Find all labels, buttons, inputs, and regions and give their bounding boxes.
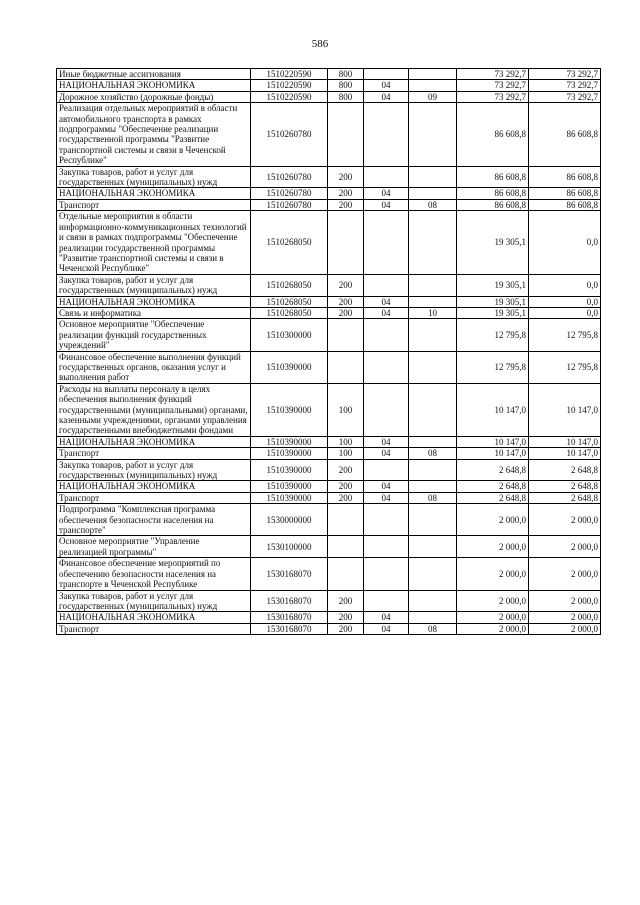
row-name-cell: Закупка товаров, работ и услуг для государственных (муниципальных) нужд <box>57 590 251 612</box>
subsection-cell: 08 <box>409 492 457 503</box>
subsection-cell <box>409 590 457 612</box>
row-name-cell: Транспорт <box>57 448 251 459</box>
amount-year2-cell: 86 608,8 <box>529 166 601 188</box>
table-row <box>57 80 601 91</box>
target-article-cell: 1510390000 <box>251 448 328 459</box>
table-row <box>57 481 601 492</box>
amount-year2-cell: 10 147,0 <box>529 448 601 459</box>
section-cell <box>364 319 409 351</box>
expense-type-cell: 200 <box>328 590 364 612</box>
section-cell: 04 <box>364 296 409 307</box>
subsection-cell <box>409 188 457 199</box>
amount-year2-cell: 73 292,7 <box>529 69 601 80</box>
section-cell <box>364 166 409 188</box>
expense-type-cell: 200 <box>328 199 364 210</box>
table-row <box>57 199 601 210</box>
row-name-cell: Транспорт <box>57 623 251 634</box>
amount-year2-cell: 0,0 <box>529 274 601 296</box>
target-article-cell: 1510260780 <box>251 188 328 199</box>
row-name-cell: Транспорт <box>57 492 251 503</box>
amount-year2-cell: 10 147,0 <box>529 436 601 447</box>
amount-year1-cell: 12 795,8 <box>457 319 529 351</box>
amount-year1-cell: 86 608,8 <box>457 199 529 210</box>
table-row <box>57 103 601 166</box>
amount-year1-cell: 73 292,7 <box>457 91 529 102</box>
target-article-cell: 1510260780 <box>251 103 328 166</box>
amount-year1-cell: 2 648,8 <box>457 492 529 503</box>
table-row <box>57 274 601 296</box>
expense-type-cell: 200 <box>328 612 364 623</box>
table-row <box>57 307 601 318</box>
target-article-cell: 1510300000 <box>251 319 328 351</box>
table-row <box>57 296 601 307</box>
subsection-cell <box>409 612 457 623</box>
section-cell: 04 <box>364 188 409 199</box>
expense-type-cell: 200 <box>328 188 364 199</box>
expense-type-cell: 800 <box>328 91 364 102</box>
target-article-cell: 1510390000 <box>251 351 328 383</box>
section-cell: 04 <box>364 436 409 447</box>
target-article-cell: 1510268050 <box>251 307 328 318</box>
table-row <box>57 459 601 481</box>
subsection-cell <box>409 166 457 188</box>
section-cell: 04 <box>364 80 409 91</box>
expense-type-cell: 200 <box>328 296 364 307</box>
target-article-cell: 1510260780 <box>251 199 328 210</box>
section-cell: 04 <box>364 623 409 634</box>
table-row <box>57 319 601 351</box>
subsection-cell <box>409 558 457 590</box>
subsection-cell: 09 <box>409 91 457 102</box>
target-article-cell: 1510268050 <box>251 296 328 307</box>
expense-type-cell: 200 <box>328 623 364 634</box>
subsection-cell <box>409 383 457 436</box>
subsection-cell <box>409 319 457 351</box>
expense-type-cell <box>328 536 364 558</box>
target-article-cell: 1510390000 <box>251 481 328 492</box>
table-row <box>57 590 601 612</box>
table-row <box>57 504 601 536</box>
amount-year1-cell: 2 000,0 <box>457 536 529 558</box>
subsection-cell: 10 <box>409 307 457 318</box>
table-row <box>57 211 601 274</box>
table-row <box>57 436 601 447</box>
page-number: 586 <box>311 38 329 50</box>
table-row <box>57 448 601 459</box>
section-cell <box>364 504 409 536</box>
target-article-cell: 1530168070 <box>251 612 328 623</box>
amount-year2-cell: 2 648,8 <box>529 481 601 492</box>
target-article-cell: 1530168070 <box>251 558 328 590</box>
target-article-cell: 1510268050 <box>251 211 328 274</box>
subsection-cell: 08 <box>409 448 457 459</box>
amount-year2-cell: 2 000,0 <box>529 612 601 623</box>
amount-year1-cell: 19 305,1 <box>457 296 529 307</box>
budget-table-body <box>57 69 601 635</box>
amount-year2-cell: 10 147,0 <box>529 383 601 436</box>
amount-year2-cell: 0,0 <box>529 211 601 274</box>
target-article-cell: 1510220590 <box>251 80 328 91</box>
subsection-cell: 08 <box>409 623 457 634</box>
amount-year2-cell: 73 292,7 <box>529 80 601 91</box>
table-row <box>57 536 601 558</box>
amount-year2-cell: 0,0 <box>529 307 601 318</box>
amount-year1-cell: 2 000,0 <box>457 504 529 536</box>
subsection-cell <box>409 459 457 481</box>
section-cell <box>364 590 409 612</box>
table-row <box>57 351 601 383</box>
target-article-cell: 1510390000 <box>251 492 328 503</box>
amount-year1-cell: 2 648,8 <box>457 459 529 481</box>
table-row <box>57 188 601 199</box>
target-article-cell: 1530000000 <box>251 504 328 536</box>
section-cell <box>364 274 409 296</box>
subsection-cell <box>409 80 457 91</box>
section-cell: 04 <box>364 481 409 492</box>
subsection-cell <box>409 69 457 80</box>
expense-type-cell: 200 <box>328 481 364 492</box>
amount-year1-cell: 12 795,8 <box>457 351 529 383</box>
expense-type-cell: 100 <box>328 436 364 447</box>
amount-year1-cell: 73 292,7 <box>457 69 529 80</box>
table-row <box>57 91 601 102</box>
row-name-cell: Подпрограмма "Комплексная программа обеспечения безопасности населения на транспорте" <box>57 504 251 536</box>
target-article-cell: 1530168070 <box>251 590 328 612</box>
target-article-cell: 1510390000 <box>251 383 328 436</box>
section-cell: 04 <box>364 612 409 623</box>
table-row <box>57 492 601 503</box>
row-name-cell: НАЦИОНАЛЬНАЯ ЭКОНОМИКА <box>57 80 251 91</box>
amount-year1-cell: 10 147,0 <box>457 383 529 436</box>
row-name-cell: НАЦИОНАЛЬНАЯ ЭКОНОМИКА <box>57 612 251 623</box>
section-cell <box>364 459 409 481</box>
expense-type-cell: 200 <box>328 459 364 481</box>
section-cell: 04 <box>364 448 409 459</box>
subsection-cell <box>409 103 457 166</box>
amount-year1-cell: 86 608,8 <box>457 103 529 166</box>
target-article-cell: 1510390000 <box>251 436 328 447</box>
target-article-cell: 1510220590 <box>251 91 328 102</box>
amount-year1-cell: 10 147,0 <box>457 436 529 447</box>
section-cell: 04 <box>364 307 409 318</box>
expense-type-cell <box>328 351 364 383</box>
amount-year1-cell: 2 000,0 <box>457 623 529 634</box>
expense-type-cell <box>328 319 364 351</box>
target-article-cell: 1530168070 <box>251 623 328 634</box>
amount-year1-cell: 86 608,8 <box>457 166 529 188</box>
table-row <box>57 558 601 590</box>
expense-type-cell: 100 <box>328 383 364 436</box>
subsection-cell <box>409 481 457 492</box>
amount-year1-cell: 73 292,7 <box>457 80 529 91</box>
expense-type-cell: 800 <box>328 69 364 80</box>
section-cell: 04 <box>364 91 409 102</box>
section-cell: 04 <box>364 492 409 503</box>
amount-year1-cell: 2 000,0 <box>457 558 529 590</box>
subsection-cell: 08 <box>409 199 457 210</box>
amount-year1-cell: 86 608,8 <box>457 188 529 199</box>
expense-type-cell: 800 <box>328 80 364 91</box>
section-cell <box>364 103 409 166</box>
table-row <box>57 383 601 436</box>
row-name-cell: Финансовое обеспечение выполнения функций государственных органов, оказания услуг и выполнения работ <box>57 351 251 383</box>
expense-type-cell: 200 <box>328 307 364 318</box>
subsection-cell <box>409 436 457 447</box>
amount-year1-cell: 10 147,0 <box>457 448 529 459</box>
row-name-cell: Транспорт <box>57 199 251 210</box>
row-name-cell: Финансовое обеспечение мероприятий по обеспечению безопасности населения на транспорте в Чеченской Республике <box>57 558 251 590</box>
amount-year2-cell: 2 648,8 <box>529 492 601 503</box>
expense-type-cell: 100 <box>328 448 364 459</box>
row-name-cell: Закупка товаров, работ и услуг для государственных (муниципальных) нужд <box>57 274 251 296</box>
target-article-cell: 1510260780 <box>251 166 328 188</box>
amount-year1-cell: 2 000,0 <box>457 612 529 623</box>
section-cell <box>364 383 409 436</box>
target-article-cell: 1530100000 <box>251 536 328 558</box>
table-row <box>57 69 601 80</box>
amount-year2-cell: 2 000,0 <box>529 504 601 536</box>
row-name-cell: Отдельные мероприятия в области информационно-коммуникационных технологий и связи в рамках подпрограммы "Обеспечение реализации государственной программы "Развитие транспортной системы и связи в Чеченской Республике" <box>57 211 251 274</box>
amount-year2-cell: 73 292,7 <box>529 91 601 102</box>
row-name-cell: Основное мероприятие "Обеспечение реализации функций государственных учреждений" <box>57 319 251 351</box>
subsection-cell <box>409 211 457 274</box>
section-cell <box>364 558 409 590</box>
expense-type-cell: 200 <box>328 274 364 296</box>
table-row <box>57 623 601 634</box>
amount-year1-cell: 19 305,1 <box>457 274 529 296</box>
amount-year2-cell: 86 608,8 <box>529 103 601 166</box>
row-name-cell: Дорожное хозяйство (дорожные фонды) <box>57 91 251 102</box>
target-article-cell: 1510390000 <box>251 459 328 481</box>
expense-type-cell <box>328 558 364 590</box>
amount-year2-cell: 86 608,8 <box>529 188 601 199</box>
subsection-cell <box>409 536 457 558</box>
row-name-cell: Закупка товаров, работ и услуг для государственных (муниципальных) нужд <box>57 166 251 188</box>
amount-year2-cell: 86 608,8 <box>529 199 601 210</box>
row-name-cell: Основное мероприятие "Управление реализацией программы" <box>57 536 251 558</box>
amount-year2-cell: 2 000,0 <box>529 558 601 590</box>
target-article-cell: 1510268050 <box>251 274 328 296</box>
row-name-cell: НАЦИОНАЛЬНАЯ ЭКОНОМИКА <box>57 188 251 199</box>
amount-year2-cell: 2 648,8 <box>529 459 601 481</box>
section-cell: 04 <box>364 199 409 210</box>
row-name-cell: Реализация отдельных мероприятий в области автомобильного транспорта в рамках подпрограммы "Обеспечение реализации государственной программы "Развитие транспортной системы и связи в Чеченской Республике" <box>57 103 251 166</box>
row-name-cell: Иные бюджетные ассигнования <box>57 69 251 80</box>
expense-type-cell <box>328 103 364 166</box>
table-row <box>57 612 601 623</box>
row-name-cell: Расходы на выплаты персоналу в целях обеспечения выполнения функций государственными (муниципальными) органами, казенными учреждениями, органами управления государственными внебюджетными фондами <box>57 383 251 436</box>
row-name-cell: НАЦИОНАЛЬНАЯ ЭКОНОМИКА <box>57 481 251 492</box>
row-name-cell: Закупка товаров, работ и услуг для государственных (муниципальных) нужд <box>57 459 251 481</box>
section-cell <box>364 536 409 558</box>
row-name-cell: НАЦИОНАЛЬНАЯ ЭКОНОМИКА <box>57 436 251 447</box>
subsection-cell <box>409 351 457 383</box>
expense-type-cell: 200 <box>328 492 364 503</box>
subsection-cell <box>409 274 457 296</box>
section-cell <box>364 69 409 80</box>
amount-year2-cell: 2 000,0 <box>529 590 601 612</box>
row-name-cell: Связь и информатика <box>57 307 251 318</box>
amount-year1-cell: 19 305,1 <box>457 307 529 318</box>
expense-type-cell: 200 <box>328 166 364 188</box>
subsection-cell <box>409 296 457 307</box>
expense-type-cell <box>328 504 364 536</box>
table-row <box>57 166 601 188</box>
amount-year2-cell: 2 000,0 <box>529 536 601 558</box>
budget-table <box>56 68 601 635</box>
amount-year2-cell: 12 795,8 <box>529 319 601 351</box>
amount-year1-cell: 19 305,1 <box>457 211 529 274</box>
amount-year2-cell: 2 000,0 <box>529 623 601 634</box>
amount-year2-cell: 12 795,8 <box>529 351 601 383</box>
section-cell <box>364 211 409 274</box>
amount-year2-cell: 0,0 <box>529 296 601 307</box>
amount-year1-cell: 2 000,0 <box>457 590 529 612</box>
section-cell <box>364 351 409 383</box>
amount-year1-cell: 2 648,8 <box>457 481 529 492</box>
target-article-cell: 1510220590 <box>251 69 328 80</box>
subsection-cell <box>409 504 457 536</box>
row-name-cell: НАЦИОНАЛЬНАЯ ЭКОНОМИКА <box>57 296 251 307</box>
expense-type-cell <box>328 211 364 274</box>
